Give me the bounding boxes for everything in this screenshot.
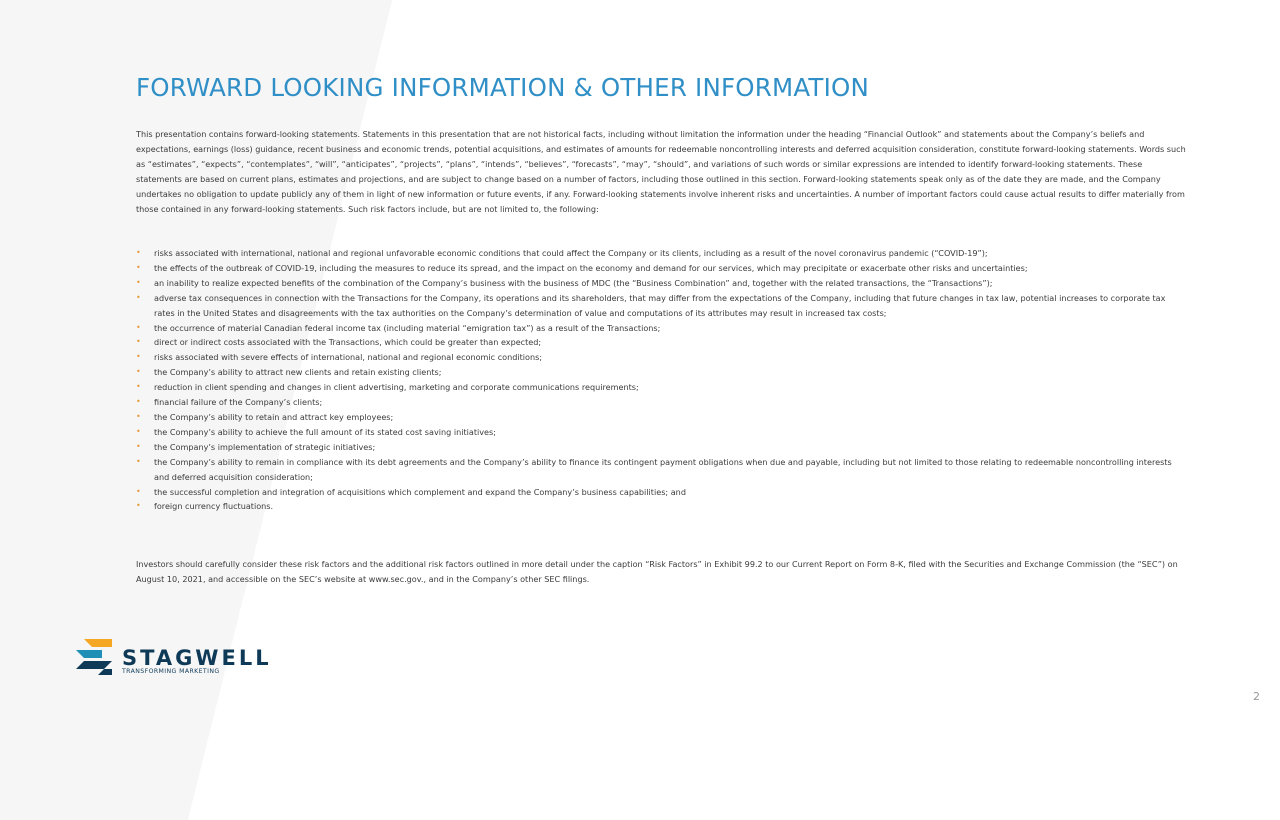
list-item: • adverse tax consequences in connection with the Transactions for the Company, its operations and its shareholders, that may differ from the expectations of the Company, including that future changes in tax law, potential increases to corporate tax rates in the United States and disagreements with the tax authorities on the Company’s determination of value and computations of its attributes may result in increased tax costs; — [136, 291, 1186, 321]
list-item: • the Company’s ability to remain in compliance with its debt agreements and the Company’s ability to finance its contingent payment obligations when due and payable, including but not limited to those relating to redeemable noncontrolling interests and deferred acquisition consideration; — [136, 455, 1186, 485]
list-item: • the successful completion and integration of acquisitions which complement and expand the Company’s business capabilities; and — [136, 485, 1186, 500]
list-item: • the Company’s ability to retain and attract key employees; — [136, 410, 1186, 425]
list-item: • direct or indirect costs associated with the Transactions, which could be greater than expected; — [136, 335, 1186, 350]
intro-paragraph: This presentation contains forward-looking statements. Statements in this presentation that are not historical facts, including without limitation the information under the heading “Financial Outlook” and statements about the Company’s beliefs and expectations, earnings (loss) guidance, recent business and economic trends, potential acquisitions, and estimates of amounts for redeemable noncontrolling interests and deferred acquisition consideration, constitute forward-looking statements. Words such as “estimates”, “expects”, “contemplates”, “will”, “anticipates”, “projects”, “plans”, “intends”, “believes”, “forecasts”, “may”, “should”, and variations of such words or similar expressions are intended to identify forward-looking statements. These statements are based on current plans, estimates and projections, and are subject to change based on a number of factors, including those outlined in this section. Forward-looking statements speak only as of the date they are made, and the Company undertakes no obligation to update publicly any of them in light of new information or future events, if any. Forward-looking statements involve inherent risks and uncertainties. A number of important factors could cause actual results to differ materially from those contained in any forward-looking statements. Such risk factors include, but are not limited to, the following: — [136, 129, 1186, 214]
list-item: • the Company’s implementation of strategic initiatives; — [136, 440, 1186, 455]
list-item: • financial failure of the Company’s clients; — [136, 395, 1186, 410]
list-item: • foreign currency fluctuations. — [136, 499, 1186, 514]
logo-mark-icon — [74, 637, 116, 677]
list-item: • the occurrence of material Canadian federal income tax (including material “emigration tax”) as a result of the Transactions; — [136, 321, 1186, 336]
list-item: • reduction in client spending and changes in client advertising, marketing and corporate communications requirements; — [136, 380, 1186, 395]
list-item: • an inability to realize expected benefits of the combination of the Company’s business with the business of MDC (the “Business Combination” and, together with the related transactions, the “Transactions”); — [136, 276, 1186, 291]
list-item: • risks associated with international, national and regional unfavorable economic conditions that could affect the Company or its clients, including as a result of the novel coronavirus pandemic (“COVID-19”); — [136, 246, 1186, 261]
risk-factor-list — [136, 246, 1186, 514]
logo-tagline: TRANSFORMING MARKETING — [122, 668, 220, 675]
page-number: 2 — [1253, 690, 1260, 703]
list-item: • the Company’s ability to attract new clients and retain existing clients; — [136, 365, 1186, 380]
list-item: • the Company’s ability to achieve the full amount of its stated cost saving initiatives; — [136, 425, 1186, 440]
list-item: • risks associated with severe effects of international, national and regional economic conditions; — [136, 350, 1186, 365]
list-item: • the effects of the outbreak of COVID-19, including the measures to reduce its spread, and the impact on the economy and demand for our services, which may precipitate or exacerbate other risks and uncertainties; — [136, 261, 1186, 276]
logo-wordmark: STAGWELL — [122, 646, 272, 670]
closing-paragraph: Investors should carefully consider these risk factors and the additional risk factors outlined in more detail under the caption “Risk Factors” in Exhibit 99.2 to our Current Report on Form 8-K, filed with the Securities and Exchange Commission (the “SEC”) on August 10, 2021, and accessible on the SEC’s website at www.sec.gov., and in the Company’s other SEC filings. — [136, 559, 1178, 584]
slide-title: FORWARD LOOKING INFORMATION & OTHER INFORMATION — [136, 73, 870, 102]
stagwell-logo — [74, 637, 272, 677]
